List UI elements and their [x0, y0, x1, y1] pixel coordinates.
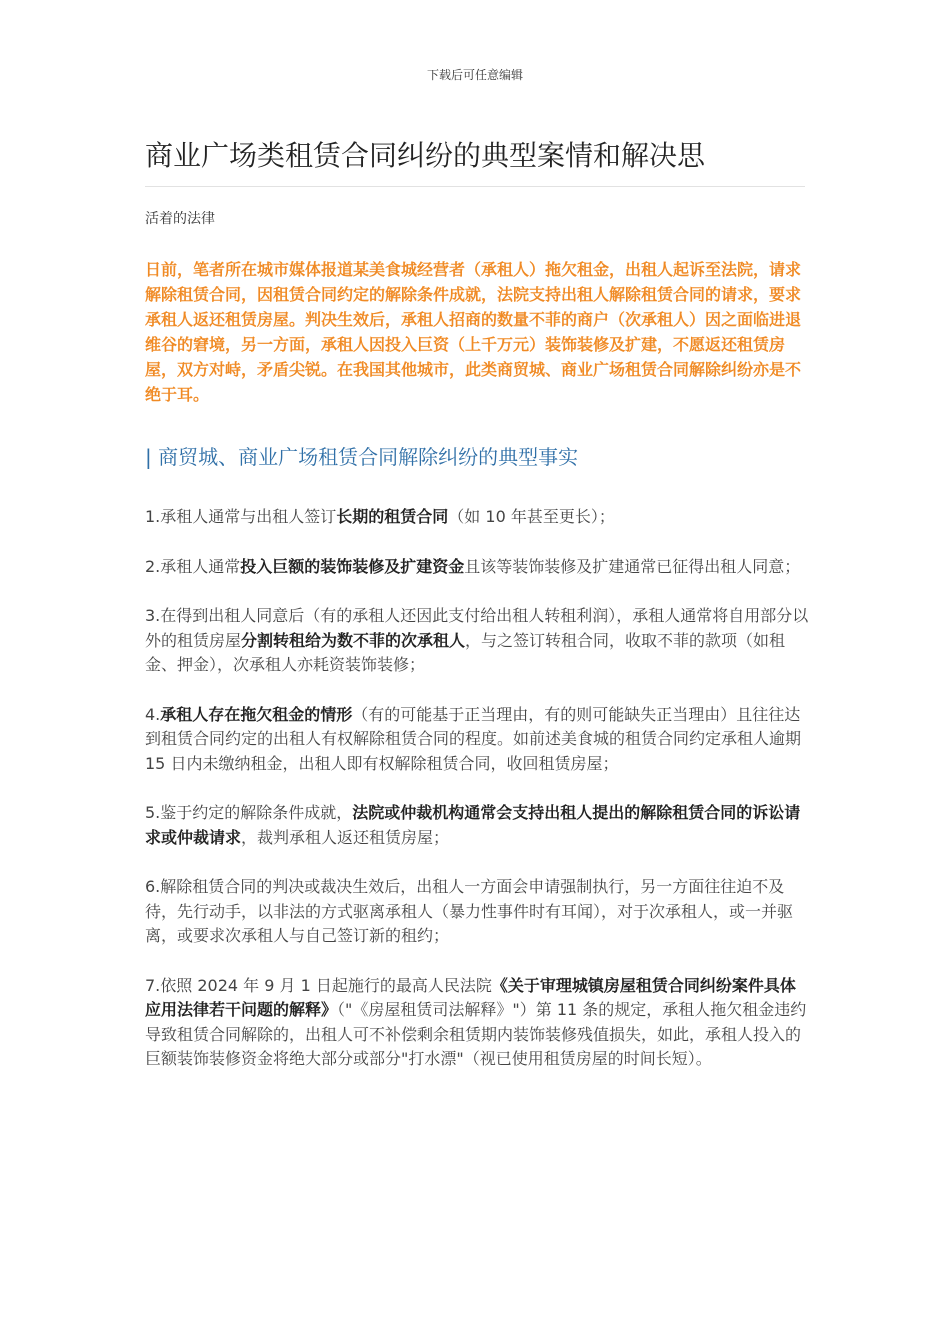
fact-emphasis: 分割转租给为数不菲的次承租人: [241, 630, 466, 650]
intro-paragraph: 日前，笔者所在城市媒体报道某美食城经营者（承租人）拖欠租金，出租人起诉至法院，请求解除租赁合同，因租赁合同约定的解除条件成就，法院支持出租人解除租赁合同的请求，要求承租人返还租赁房屋。判决生效后，承租人招商的数量不菲的商户（次承租人）因之面临进退维谷的窘境，另一方面，承租人因投入巨资（上千万元）装饰装修及扩建，不愿返还租赁房屋，双方对峙，矛盾尖锐。在我国其他城市，此类商贸城、商业广场租赁合同解除纠纷亦是不绝于耳。: [145, 260, 802, 404]
fact-item: [145, 801, 810, 850]
fact-item: [145, 974, 810, 1072]
fact-text: 1.承租人通常与出租人签订: [145, 507, 337, 526]
fact-item: [145, 604, 810, 678]
fact-item: [145, 703, 810, 777]
fact-item: [145, 555, 810, 580]
fact-text: （"《房屋租赁司法解释》"）第 11 条的规定，承租人拖欠租金违约导致租赁合同解除的，出租人可不补偿剩余租赁期内装饰装修残值损失，如此，承租人投入的巨额装饰装修资金将绝大部分或部分"打水漂"（视已使用租赁房屋的时间长短）。: [145, 1000, 807, 1068]
fact-emphasis: 长期的租赁合同: [336, 507, 449, 526]
fact-text: ，裁判承租人返还租赁房屋；: [241, 827, 450, 847]
fact-text: 3.在得到出租人同意后（有的承租人还因此支付给出租人转租利润），承租人通常将自用部分以外的租赁房屋: [145, 606, 809, 650]
fact-list: [145, 505, 810, 1097]
fact-text: （有的可能基于正当理由，有的则可能缺失正当理由）且往往达到租赁合同约定的出租人有权解除租赁合同的程度。如前述美食城的租赁合同约定承租人逾期 15 日内未缴纳租金，出租人即有权解除租赁合同，收回租赁房屋；: [145, 704, 802, 773]
fact-emphasis: 承租人存在拖欠租金的情形: [160, 704, 353, 724]
section-heading: | 商贸城、商业广场租赁合同解除纠纷的典型事实: [145, 445, 579, 469]
fact-item: [145, 505, 810, 530]
fact-text: 且该等装饰装修及扩建通常已征得出租人同意；: [464, 556, 801, 576]
author-name: 活着的法律: [145, 211, 215, 227]
fact-text: （如 10 年甚至更长）；: [448, 507, 615, 526]
fact-text: 5.鉴于约定的解除条件成就，: [145, 803, 353, 822]
fact-text: ，与之签订转租合同，收取不菲的款项（如租金、押金），次承租人亦耗资装饰装修；: [145, 630, 786, 674]
fact-text: 7.依照 2024 年 9 月 1 日起施行的最高人民法院: [145, 975, 492, 995]
page-title: 商业广场类租赁合同纠纷的典型案情和解决思: [145, 139, 706, 172]
fact-text: 4.: [145, 704, 161, 724]
title-divider: [145, 186, 805, 187]
header-note: 下载后可任意编辑: [426, 68, 523, 82]
fact-emphasis: 投入巨额的装饰装修及扩建资金: [240, 556, 465, 576]
fact-emphasis: 《关于审理城镇房屋租赁合同纠纷案件具体应用法律若干问题的解释》: [145, 975, 796, 1019]
fact-emphasis: 法院或仲裁机构通常会支持出租人提出的解除租赁合同的诉讼请求或仲裁请求: [145, 803, 801, 847]
fact-text: 6.解除租赁合同的判决或裁决生效后，出租人一方面会申请强制执行，另一方面往往迫不及待，先行动手，以非法的方式驱离承租人（暴力性事件时有耳闻），对于次承租人，或一并驱离，或要求次承租人与自己签订新的租约；: [145, 877, 794, 945]
fact-text: 2.承租人通常: [145, 556, 241, 576]
fact-item: [145, 875, 810, 949]
